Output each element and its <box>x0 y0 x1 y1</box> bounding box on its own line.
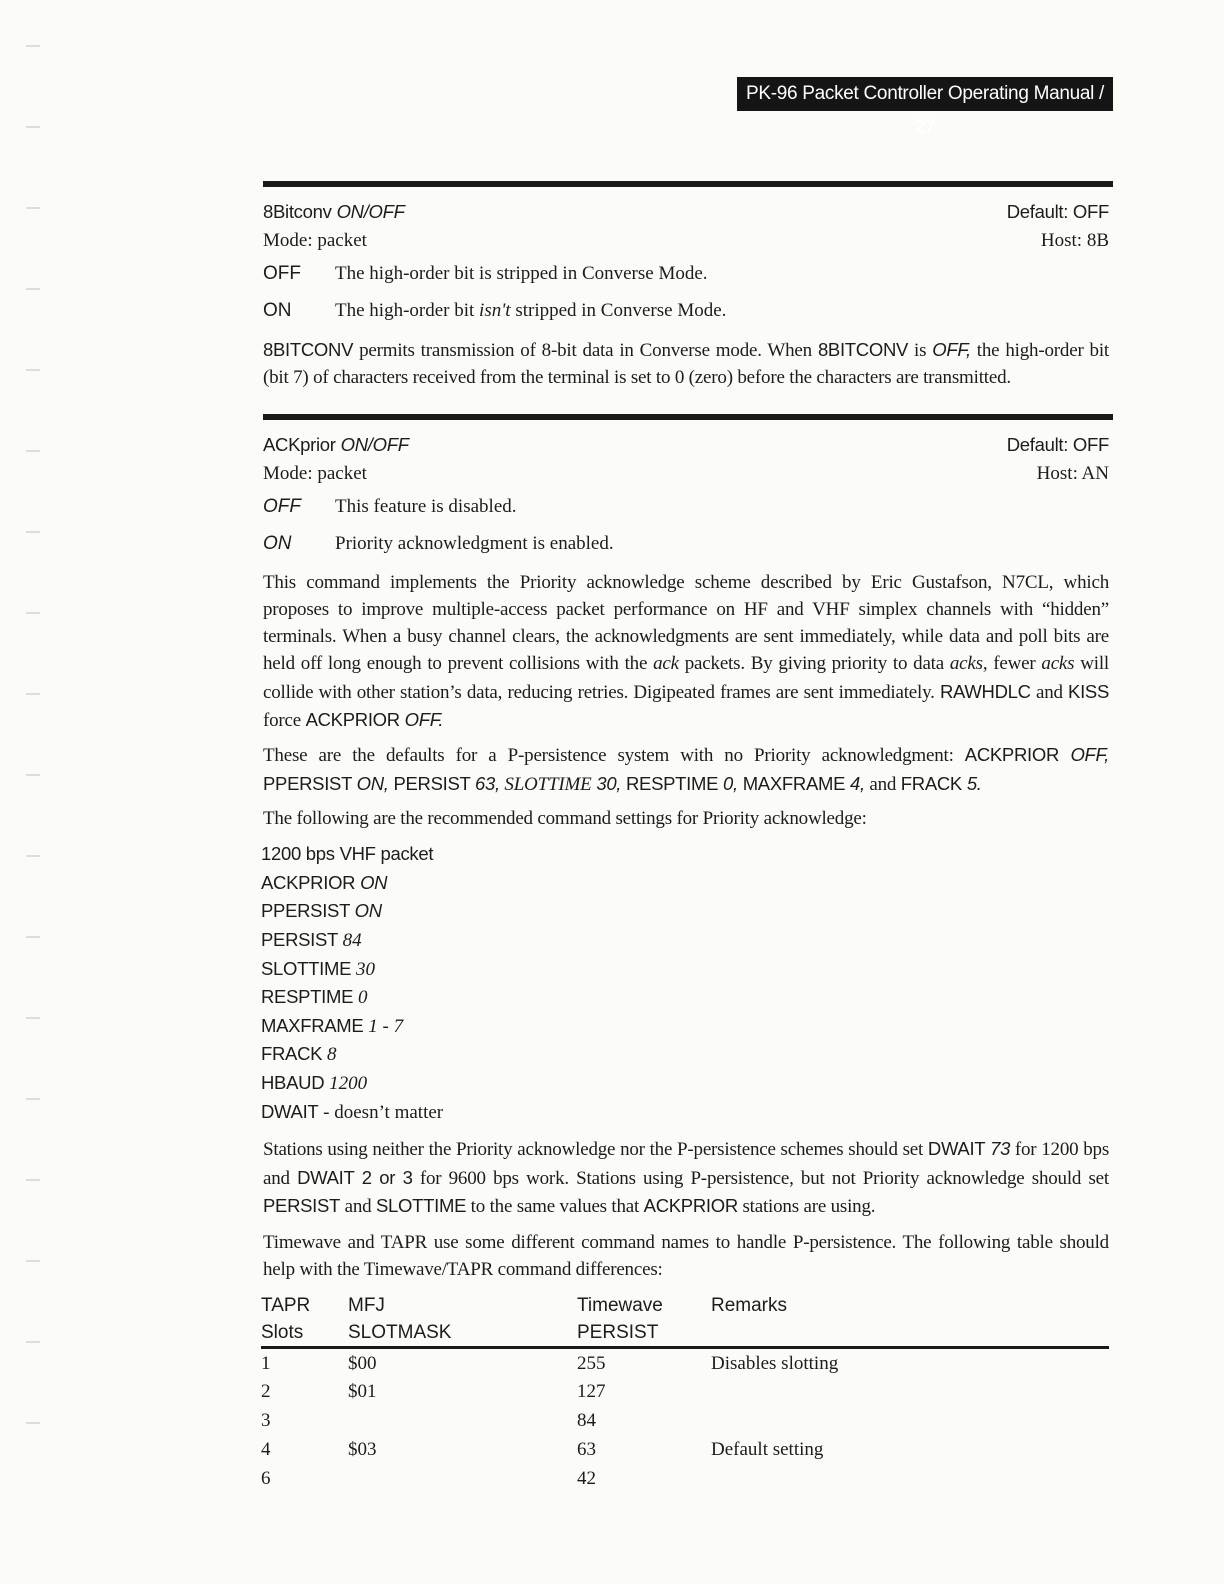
setting-item <box>261 1040 1109 1069</box>
table-cell: $00 <box>348 1352 377 1374</box>
option-description <box>335 300 726 321</box>
setting-value: - doesn’t matter <box>318 1101 444 1123</box>
table-header: Timewave <box>577 1294 663 1316</box>
scan-margin-mark <box>26 1422 40 1424</box>
text-run: 0, <box>723 772 738 794</box>
setting-command: HBAUD <box>261 1072 330 1094</box>
setting-value: 0 <box>358 987 368 1009</box>
text-run: 30, <box>591 772 622 794</box>
option-row <box>263 488 1109 525</box>
command-name: 8Bitconv <box>263 201 332 222</box>
text-run: This feature is disabled. <box>335 495 517 517</box>
scan-margin-mark <box>26 126 40 128</box>
setting-item <box>261 983 1109 1012</box>
text-run: and <box>340 1195 376 1217</box>
text-run: RAWHDLC <box>939 680 1031 702</box>
text-run: ACKPRIOR <box>964 744 1071 766</box>
text-run: isn't <box>479 300 511 321</box>
setting-value: 84 <box>342 930 362 952</box>
setting-command: SLOTTIME <box>261 957 356 979</box>
content-column <box>263 181 1109 1517</box>
text-run: acks <box>1041 653 1075 675</box>
text-run: Priority acknowledgment is enabled. <box>335 532 614 554</box>
scan-margin-mark <box>26 1260 40 1262</box>
setting-item <box>261 897 1109 926</box>
text-run: PERSIST <box>263 1194 341 1216</box>
scan-margin-mark <box>26 450 40 452</box>
table-cell: $01 <box>348 1381 377 1403</box>
recommended-settings-list <box>261 840 1109 1126</box>
setting-command: DWAIT <box>261 1100 319 1122</box>
table-header: TAPR <box>261 1294 311 1316</box>
text-run: Stations using neither the Priority acknowledge nor the P-persistence schemes should set <box>263 1139 928 1161</box>
text-run: 8BITCONV <box>263 339 354 360</box>
setting-value: 1 - 7 <box>368 1015 404 1037</box>
page-number: 27 <box>914 117 936 138</box>
paragraph <box>263 569 1109 735</box>
scan-margin-mark <box>26 774 40 776</box>
persistence-table <box>259 1292 1109 1497</box>
scan-margin-mark <box>26 1341 40 1343</box>
option-key: ON <box>263 300 292 321</box>
setting-value: 30 <box>355 958 375 980</box>
table-cell: 6 <box>261 1467 271 1489</box>
text-run: for 9600 bps work. Stations using P-persistence, but not Priority acknowledge should set <box>412 1167 1109 1189</box>
setting-item <box>261 869 1109 898</box>
paragraph <box>263 1229 1109 1284</box>
command-args: ON/OFF <box>336 201 405 222</box>
text-run: The high-order bit is stripped in Converse Mode. <box>335 263 708 284</box>
header-title: PK-96 Packet Controller Operating Manual / <box>745 83 1105 104</box>
setting-value: 8 <box>327 1044 337 1066</box>
text-run: ACKPRIOR <box>305 709 405 731</box>
setting-item <box>261 1098 1109 1127</box>
command-title-row <box>263 430 1109 459</box>
scan-margin-mark <box>26 855 40 857</box>
table-cell: 63 <box>577 1439 596 1461</box>
command-section-8bitconv <box>263 181 1109 392</box>
scan-margin-mark <box>26 1179 40 1181</box>
table-cell: 1 <box>261 1352 271 1374</box>
text-run: FRACK <box>900 772 967 794</box>
text-run: stripped in Converse Mode. <box>510 300 727 321</box>
text-run: DWAIT <box>927 1138 991 1160</box>
text-run: 63, <box>475 772 500 794</box>
text-run: 8BITCONV <box>817 339 909 360</box>
scan-margin-mark <box>26 1017 40 1019</box>
text-run: DWAIT 2 or 3 <box>297 1166 413 1188</box>
setting-command: PPERSIST <box>261 900 355 922</box>
text-run: packets. By giving priority to data <box>678 653 950 675</box>
scan-margin-mark <box>26 936 40 938</box>
text-run: The following are the recommended command settings for Priority acknowledge: <box>263 807 867 829</box>
setting-command: RESPTIME <box>261 986 359 1008</box>
table-cell: 127 <box>577 1381 606 1403</box>
option-row <box>263 255 1109 292</box>
scan-margin-mark <box>26 207 40 209</box>
setting-item <box>261 926 1109 955</box>
text-run: for 1200 bps and <box>263 1139 1110 1189</box>
mode-row <box>263 459 1109 488</box>
option-description <box>335 263 708 284</box>
text-run: MAXFRAME <box>737 772 850 794</box>
scan-margin-mark <box>26 1098 40 1100</box>
setting-item <box>261 955 1109 984</box>
page-header <box>737 77 1113 138</box>
table-cell: 2 <box>261 1381 271 1403</box>
option-key: OFF <box>263 495 301 517</box>
table-cell: 3 <box>261 1410 271 1432</box>
section-divider <box>263 181 1113 187</box>
command-title-row <box>263 197 1109 226</box>
setting-value: 1200 <box>329 1073 368 1095</box>
text-run: These are the defaults for a P-persistence system with no Priority acknowledgment: <box>263 745 965 767</box>
default-value: Default: OFF <box>1006 433 1109 455</box>
command-name: ACKprior <box>263 433 336 455</box>
table-header: Remarks <box>711 1294 788 1316</box>
mode-row <box>263 226 1109 255</box>
host-code: Host: 8B <box>1040 230 1109 251</box>
text-run: to the same values that <box>466 1195 644 1217</box>
text-run: and <box>864 773 901 795</box>
scan-margin-mark <box>26 531 40 533</box>
setting-command: PERSIST <box>261 929 343 951</box>
setting-value: ON <box>360 871 388 893</box>
setting-item <box>261 1069 1109 1098</box>
paragraph <box>263 805 1109 832</box>
text-run: , fewer <box>982 653 1042 675</box>
table-header-rule <box>261 1346 1109 1349</box>
table-cell: $03 <box>348 1439 377 1461</box>
table-header: Slots <box>261 1321 304 1343</box>
scan-margin-mark <box>26 369 40 371</box>
table-header: SLOTMASK <box>348 1321 452 1343</box>
text-run: Timewave and TAPR use some different command names to handle P-persistence. The following table should help with the Timewave/TAPR command differences: <box>263 1232 1109 1281</box>
setting-value: ON <box>354 900 382 922</box>
table-header: MFJ <box>348 1294 385 1316</box>
text-run: OFF, <box>1070 744 1109 766</box>
text-run: The high-order bit <box>335 300 480 321</box>
table-cell: 42 <box>577 1467 596 1489</box>
text-run: ACKPRIOR <box>643 1194 738 1216</box>
text-run: 73 <box>990 1138 1011 1160</box>
mode-label: Mode: packet <box>263 230 367 251</box>
command-args: ON/OFF <box>340 433 409 455</box>
scan-margin-mark <box>26 288 40 290</box>
option-row <box>263 292 1109 329</box>
setting-command: ACKPRIOR <box>261 871 361 893</box>
text-run: 4, <box>849 772 865 794</box>
setting-command: 1200 bps VHF packet <box>261 843 434 865</box>
text-run: This command implements the Priority acknowledge scheme described by Eric Gustafson, N7CL, which proposes to improve multiple-access packet performance on HF and VHF simplex channels with “hidden” terminals. When a busy channel clears, the acknowledgments are sent immediately, while data and poll bits are held off long enough to prevent collisions with the <box>263 571 1109 675</box>
option-description <box>335 496 517 517</box>
setting-item <box>261 840 1109 869</box>
setting-item <box>261 1012 1109 1041</box>
scan-margin-mark <box>26 612 40 614</box>
table-cell: 255 <box>577 1352 606 1374</box>
paragraph <box>263 336 1109 392</box>
option-key: OFF <box>263 263 301 284</box>
text-run: PERSIST <box>388 772 476 794</box>
setting-command: FRACK <box>261 1043 328 1065</box>
setting-command: MAXFRAME <box>261 1014 369 1036</box>
text-run: will collide with other station’s data, reducing retries. Digipeated frames are sent immediately. <box>263 653 1109 703</box>
host-code: Host: AN <box>1036 462 1109 484</box>
paragraph <box>263 741 1109 798</box>
option-description <box>335 533 614 554</box>
table-cell: 84 <box>577 1410 596 1432</box>
text-run: ack <box>653 653 679 675</box>
text-run: ON, <box>356 772 389 794</box>
command-syntax <box>263 430 409 460</box>
command-syntax <box>263 197 405 227</box>
text-run: 5. <box>966 772 982 794</box>
text-run: RESPTIME <box>621 772 724 794</box>
text-run: is <box>908 340 933 361</box>
section-divider <box>263 414 1113 420</box>
option-key: ON <box>263 532 292 554</box>
command-section-ackprior <box>263 414 1109 833</box>
text-run: force <box>263 710 306 732</box>
table-header: PERSIST <box>577 1321 659 1343</box>
text-run: permits transmission of 8-bit data in Converse mode. When <box>353 340 818 361</box>
text-run: KISS <box>1068 680 1110 702</box>
scan-margin-mark <box>26 45 40 47</box>
text-run: OFF, <box>932 339 971 360</box>
default-value: Default: OFF <box>1006 201 1109 222</box>
paragraph <box>263 1135 1109 1220</box>
text-run: the high-order bit (bit 7) of characters received from the terminal is set to 0 (zero) before the characters are transmitted. <box>263 340 1109 389</box>
table-cell: Default setting <box>711 1439 824 1461</box>
text-run: and <box>1030 681 1069 703</box>
mode-label: Mode: packet <box>263 462 367 484</box>
text-run: acks <box>949 653 983 675</box>
text-run: SLOTTIME <box>376 1194 467 1216</box>
text-run: OFF. <box>404 709 444 731</box>
text-run: SLOTTIME <box>499 773 592 795</box>
text-run: PPERSIST <box>263 772 357 794</box>
table-cell: 4 <box>261 1439 271 1461</box>
text-run: stations are using. <box>737 1195 876 1217</box>
option-row <box>263 525 1109 562</box>
table-cell: Disables slotting <box>711 1352 839 1374</box>
scan-margin-mark <box>26 693 40 695</box>
